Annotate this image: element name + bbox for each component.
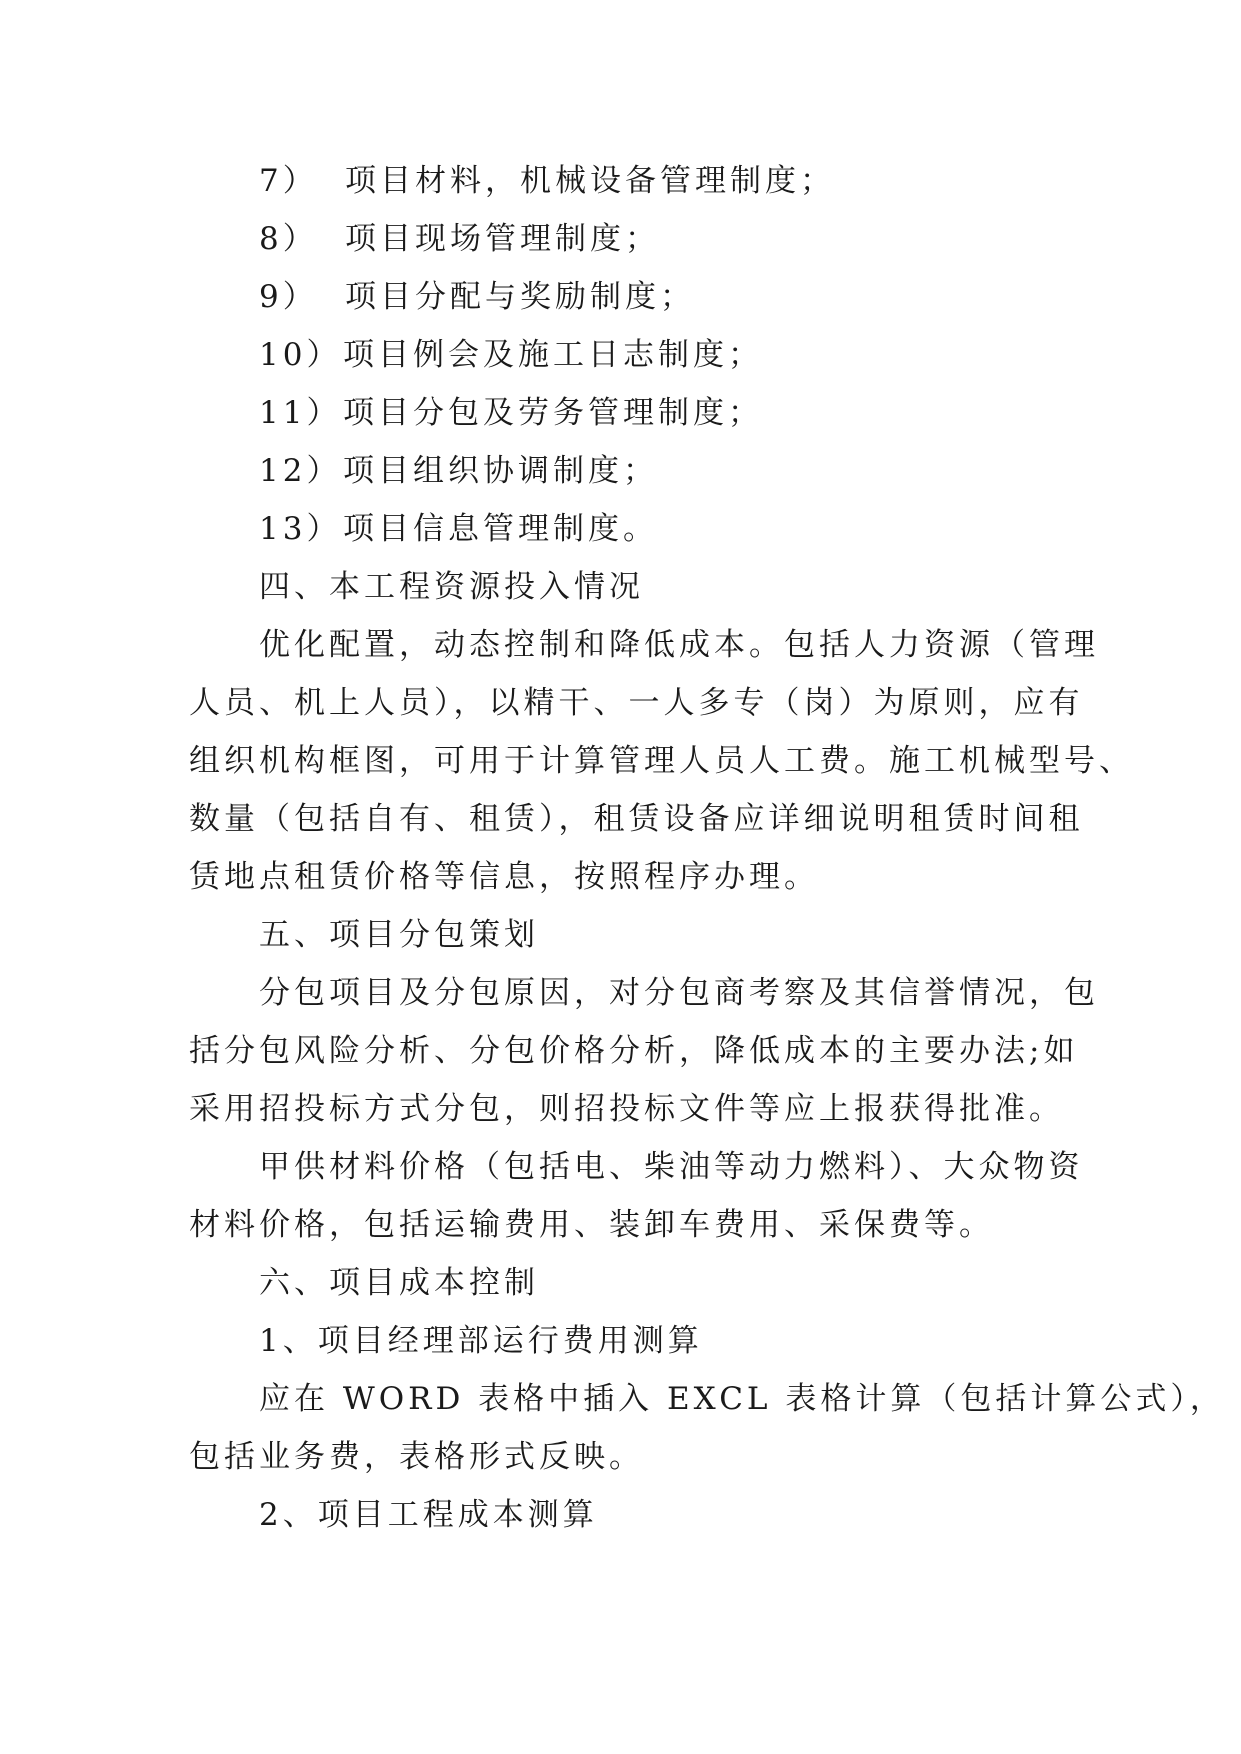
paragraph-line: 数量（包括自有、租赁），租赁设备应详细说明租赁时间租 <box>189 801 1084 837</box>
paragraph-line: 赁地点租赁价格等信息，按照程序办理。 <box>189 859 819 895</box>
list-item-text: 项目分配与奖励制度； <box>345 279 695 315</box>
list-item <box>189 442 1049 500</box>
list-item-text: 项目组织协调制度； <box>343 453 658 489</box>
paragraph-line: 分包项目及分包原因，对分包商考察及其信誉情况，包 <box>259 975 1099 1011</box>
list-item <box>189 210 1049 268</box>
paragraph-line: 括分包风险分析、分包价格分析，降低成本的主要办法;如 <box>189 1033 1079 1069</box>
list-item-text: 项目分包及劳务管理制度； <box>343 395 763 431</box>
document-body <box>189 152 1225 1544</box>
list-item <box>189 384 1049 442</box>
section-heading: 四、本工程资源投入情况 <box>259 569 644 605</box>
paragraph-line: 优化配置，动态控制和降低成本。包括人力资源（管理 <box>259 627 1099 663</box>
paragraph-line: 组织机构框图，可用于计算管理人员人工费。施工机械型号、 <box>189 743 1134 779</box>
subsection-heading: 2、项目工程成本测算 <box>259 1497 598 1533</box>
paragraph-line: 应在 WORD 表格中插入 EXCL 表格计算（包括计算公式）， <box>259 1381 1225 1417</box>
paragraph-line: 人员、机上人员），以精干、一人多专（岗）为原则，应有 <box>189 685 1084 721</box>
section-heading: 五、项目分包策划 <box>259 917 539 953</box>
list-item-number: 8） <box>259 221 318 257</box>
section-heading: 六、项目成本控制 <box>259 1265 539 1301</box>
list-item <box>189 152 1049 210</box>
paragraph-line: 采用招投标方式分包，则招投标文件等应上报获得批准。 <box>189 1091 1064 1127</box>
list-item-number: 11） <box>259 395 342 431</box>
paragraph-line: 甲供材料价格（包括电、柴油等动力燃料）、大众物资 <box>259 1149 1084 1185</box>
list-item <box>189 268 1049 326</box>
list-item-number: 13） <box>259 511 342 547</box>
list-item-text: 项目信息管理制度。 <box>343 511 658 547</box>
list-item-number: 12） <box>259 453 342 489</box>
list-item-number: 7） <box>259 163 318 199</box>
list-item-text: 项目例会及施工日志制度； <box>343 337 763 373</box>
list-item-text: 项目现场管理制度； <box>345 221 660 257</box>
paragraph-line: 材料价格，包括运输费用、装卸车费用、采保费等。 <box>189 1207 994 1243</box>
list-item-number: 10） <box>259 337 342 373</box>
subsection-heading: 1、项目经理部运行费用测算 <box>259 1323 703 1359</box>
list-item-number: 9） <box>259 279 318 315</box>
paragraph-line: 包括业务费，表格形式反映。 <box>189 1439 644 1475</box>
list-item <box>189 500 1049 558</box>
list-item-text: 项目材料，机械设备管理制度； <box>345 163 835 199</box>
list-item <box>189 326 1049 384</box>
